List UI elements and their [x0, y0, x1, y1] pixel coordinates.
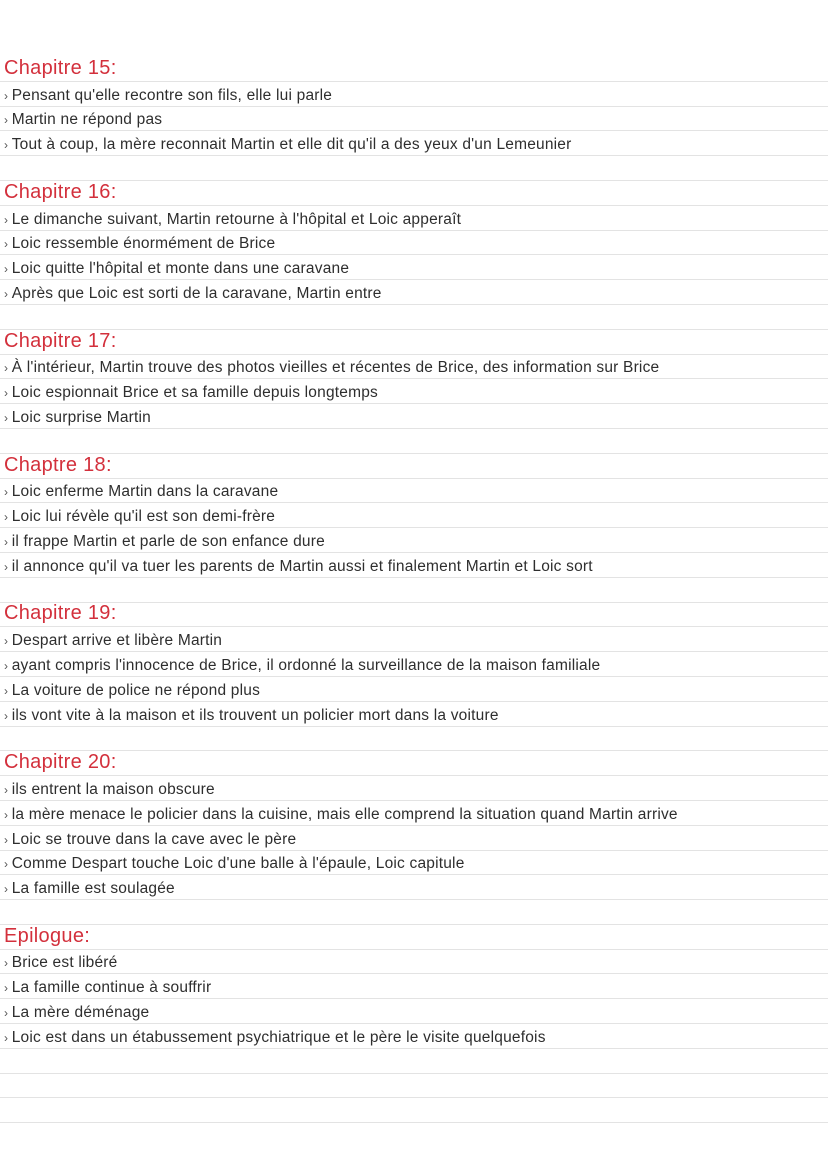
bullet-item-row: [0, 677, 828, 702]
blank-ruled-line: [0, 727, 828, 752]
bullet-item: › ils entrent la maison obscure: [4, 781, 215, 799]
chapter-heading: Chapitre 16:: [4, 180, 117, 203]
chapter-heading: Epilogue:: [4, 924, 91, 947]
chapter-heading-row: [0, 57, 828, 82]
bullet-item: › il annonce qu'il va tuer les parents de Martin aussi et finalement Martin et Loic sort: [4, 558, 593, 576]
chapter-heading: Chapitre 20:: [4, 751, 117, 774]
bullet-item: › Loic est dans un étabussement psychiatrique et le père le visite quelquefois: [4, 1029, 546, 1047]
bullet-item: › Loic se trouve dans la cave avec le père: [4, 831, 296, 849]
bullet-item-row: [0, 553, 828, 578]
bullet-item-row: [0, 280, 828, 305]
chapter-heading-row: [0, 330, 828, 355]
bullet-item-row: [0, 974, 828, 999]
bullet-item-row: [0, 826, 828, 851]
blank-ruled-line: [0, 1049, 828, 1074]
blank-ruled-line: [0, 305, 828, 330]
bullet-item: › Le dimanche suivant, Martin retourne à l'hôpital et Loic apperaît: [4, 211, 461, 229]
bullet-item: › Loic ressemble énormément de Brice: [4, 235, 275, 253]
bullet-item-row: [0, 950, 828, 975]
chapter-heading-row: [0, 925, 828, 950]
bullet-item: › Brice est libéré: [4, 954, 117, 972]
bullet-item-row: [0, 627, 828, 652]
chapter-heading-row: [0, 751, 828, 776]
bullet-item: › Loic espionnait Brice et sa famille depuis longtemps: [4, 384, 378, 402]
bullet-item-row: [0, 231, 828, 256]
bullet-item: › Comme Despart touche Loic d'une balle à l'épaule, Loic capitule: [4, 855, 465, 873]
chapter-heading: Chapitre 17:: [4, 329, 117, 352]
bullet-item: › il frappe Martin et parle de son enfance dure: [4, 533, 325, 551]
bullet-item-row: [0, 528, 828, 553]
bullet-item-row: [0, 776, 828, 801]
bullet-item: › ayant compris l'innocence de Brice, il ordonné la surveillance de la maison familiale: [4, 657, 600, 675]
bullet-item: › À l'intérieur, Martin trouve des photos vieilles et récentes de Brice, des information sur Brice: [4, 359, 659, 377]
chapter-heading: Chaptre 18:: [4, 453, 112, 476]
bullet-item: › La famille est soulagée: [4, 880, 175, 898]
bullet-item-row: [0, 503, 828, 528]
blank-ruled-line: [0, 1098, 828, 1123]
bullet-item: › Pensant qu'elle recontre son fils, elle lui parle: [4, 87, 332, 105]
bullet-item: › ils vont vite à la maison et ils trouvent un policier mort dans la voiture: [4, 707, 499, 725]
bullet-item-row: [0, 851, 828, 876]
bullet-item-row: [0, 107, 828, 132]
lined-notes-page: [0, 57, 828, 1123]
bullet-item: › Après que Loic est sorti de la caravane, Martin entre: [4, 285, 382, 303]
bullet-item-row: [0, 875, 828, 900]
bullet-item-row: [0, 702, 828, 727]
bullet-item-row: [0, 404, 828, 429]
bullet-item: › Loic surprise Martin: [4, 409, 151, 427]
bullet-item-row: [0, 82, 828, 107]
bullet-item: › La voiture de police ne répond plus: [4, 682, 260, 700]
blank-ruled-line: [0, 900, 828, 925]
bullet-item: › Loic enferme Martin dans la caravane: [4, 483, 278, 501]
bullet-item: › Martin ne répond pas: [4, 111, 162, 129]
chapter-heading: Chapitre 15:: [4, 56, 117, 79]
blank-ruled-line: [0, 429, 828, 454]
chapter-heading-row: [0, 454, 828, 479]
bullet-item: › La mère déménage: [4, 1004, 149, 1022]
bullet-item-row: [0, 379, 828, 404]
bullet-item-row: [0, 479, 828, 504]
bullet-item-row: [0, 131, 828, 156]
blank-ruled-line: [0, 156, 828, 181]
blank-ruled-line: [0, 1074, 828, 1099]
bullet-item: › Tout à coup, la mère reconnait Martin et elle dit qu'il a des yeux d'un Lemeunier: [4, 136, 572, 154]
bullet-item-row: [0, 1024, 828, 1049]
bullet-item: › la mère menace le policier dans la cuisine, mais elle comprend la situation quand Martin arrive: [4, 806, 678, 824]
bullet-item: › La famille continue à souffrir: [4, 979, 211, 997]
chapter-heading-row: [0, 181, 828, 206]
bullet-item: › Loic quitte l'hôpital et monte dans une caravane: [4, 260, 349, 278]
bullet-item: › Despart arrive et libère Martin: [4, 632, 222, 650]
bullet-item-row: [0, 801, 828, 826]
blank-ruled-line: [0, 578, 828, 603]
bullet-item: › Loic lui révèle qu'il est son demi-frère: [4, 508, 275, 526]
bullet-item-row: [0, 355, 828, 380]
bullet-item-row: [0, 652, 828, 677]
bullet-item-row: [0, 255, 828, 280]
chapter-heading: Chapitre 19:: [4, 602, 117, 625]
bullet-item-row: [0, 999, 828, 1024]
chapter-heading-row: [0, 603, 828, 628]
bullet-item-row: [0, 206, 828, 231]
